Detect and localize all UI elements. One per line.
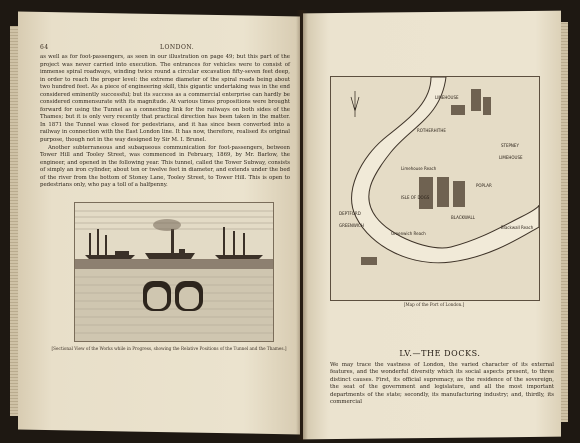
running-head-title: LONDON. [160, 44, 195, 51]
paragraph: Another subterraneous and subaqueous communication for foot-passengers, between Tower Hill and Tooley Street, was commenced in February, 1869, by Mr. Barlow, the engineer, and opened in the following year. This tunnel, called the Tower Subway, consists of simply an iron cylinder, about ten or twelve feet in diameter, and extends under the bed of the river from the bottom of Stoney Lane, Tooley Street, to Tower Hill. This is open to pedestrians only, who pay a toll of a halfpenny. [40, 144, 290, 189]
map-caption: [Map of the Port of London.] [403, 302, 465, 307]
chapter-heading: LV.—THE DOCKS. [399, 349, 481, 358]
paragraph: We may trace the vastness of London, the varied character of its external features, and the wonderful diversity which its social aspects present, to three distinct causes. First, its official supremacy, as the residence of the sovereign, the seat of the government and legislature, and all the most important departments of the state; secondly, its manufacturing industry; and, thirdly, its commercial [330, 362, 554, 406]
map-label: GREENWICH [339, 223, 364, 228]
map-label: ISLE OF DOGS [401, 195, 430, 200]
map-label: Greenwich Reach [391, 231, 426, 236]
left-body-text [40, 54, 290, 190]
map-label: DEPTFORD [339, 211, 361, 216]
paragraph: as well as for foot-passengers, as seen in our illustration on page 49; but this part of the project was never carried into execution. The entrances for vehicles were to consist of immense spiral roadways, winding twice round a circular excavation fifty-seven feet deep, in order to reach the proper level: the extreme diameter of the spiral roads being about two hundred feet. As a piece of engineering skill, this gigantic undertaking was in the end considered eminently successful; but its success as a commercial enterprise can hardly be considered commensurate with its magnitude. At various times propositions were brought forward for using the Tunnel as a connecting link for the railways on both sides of the Thames; but it is only very recently that practical direction has been taken in the matter. In 1871 the Tunnel was closed for pedestrians, and it has since been converted into a railway in connection with the East London line. It has now, therefore, realised its original purpose, though not in the way designed by Sir M. I. Brunel. [40, 54, 290, 144]
engraving-caption: [Sectional View of the Works while in Progress, showing the Relative Positions of the Tunnel and the Thames.] [51, 346, 287, 351]
tunnel-engraving [74, 202, 274, 342]
map-label: BLACKWALL [451, 215, 475, 220]
book-gutter [296, 10, 308, 440]
right-body-text [330, 362, 554, 406]
map-label: Blackwall Reach [501, 225, 534, 230]
page-number: 64 [40, 44, 49, 51]
map-label: LIMEHOUSE [499, 155, 523, 160]
port-of-london-map [330, 76, 540, 301]
map-label: ROTHERHITHE [417, 128, 446, 133]
map-label: LIMEHOUSE [435, 95, 459, 100]
map-label: Limehouse Reach [401, 166, 437, 171]
map-label: STEPNEY [501, 143, 519, 148]
map-label: POPLAR [476, 183, 492, 188]
